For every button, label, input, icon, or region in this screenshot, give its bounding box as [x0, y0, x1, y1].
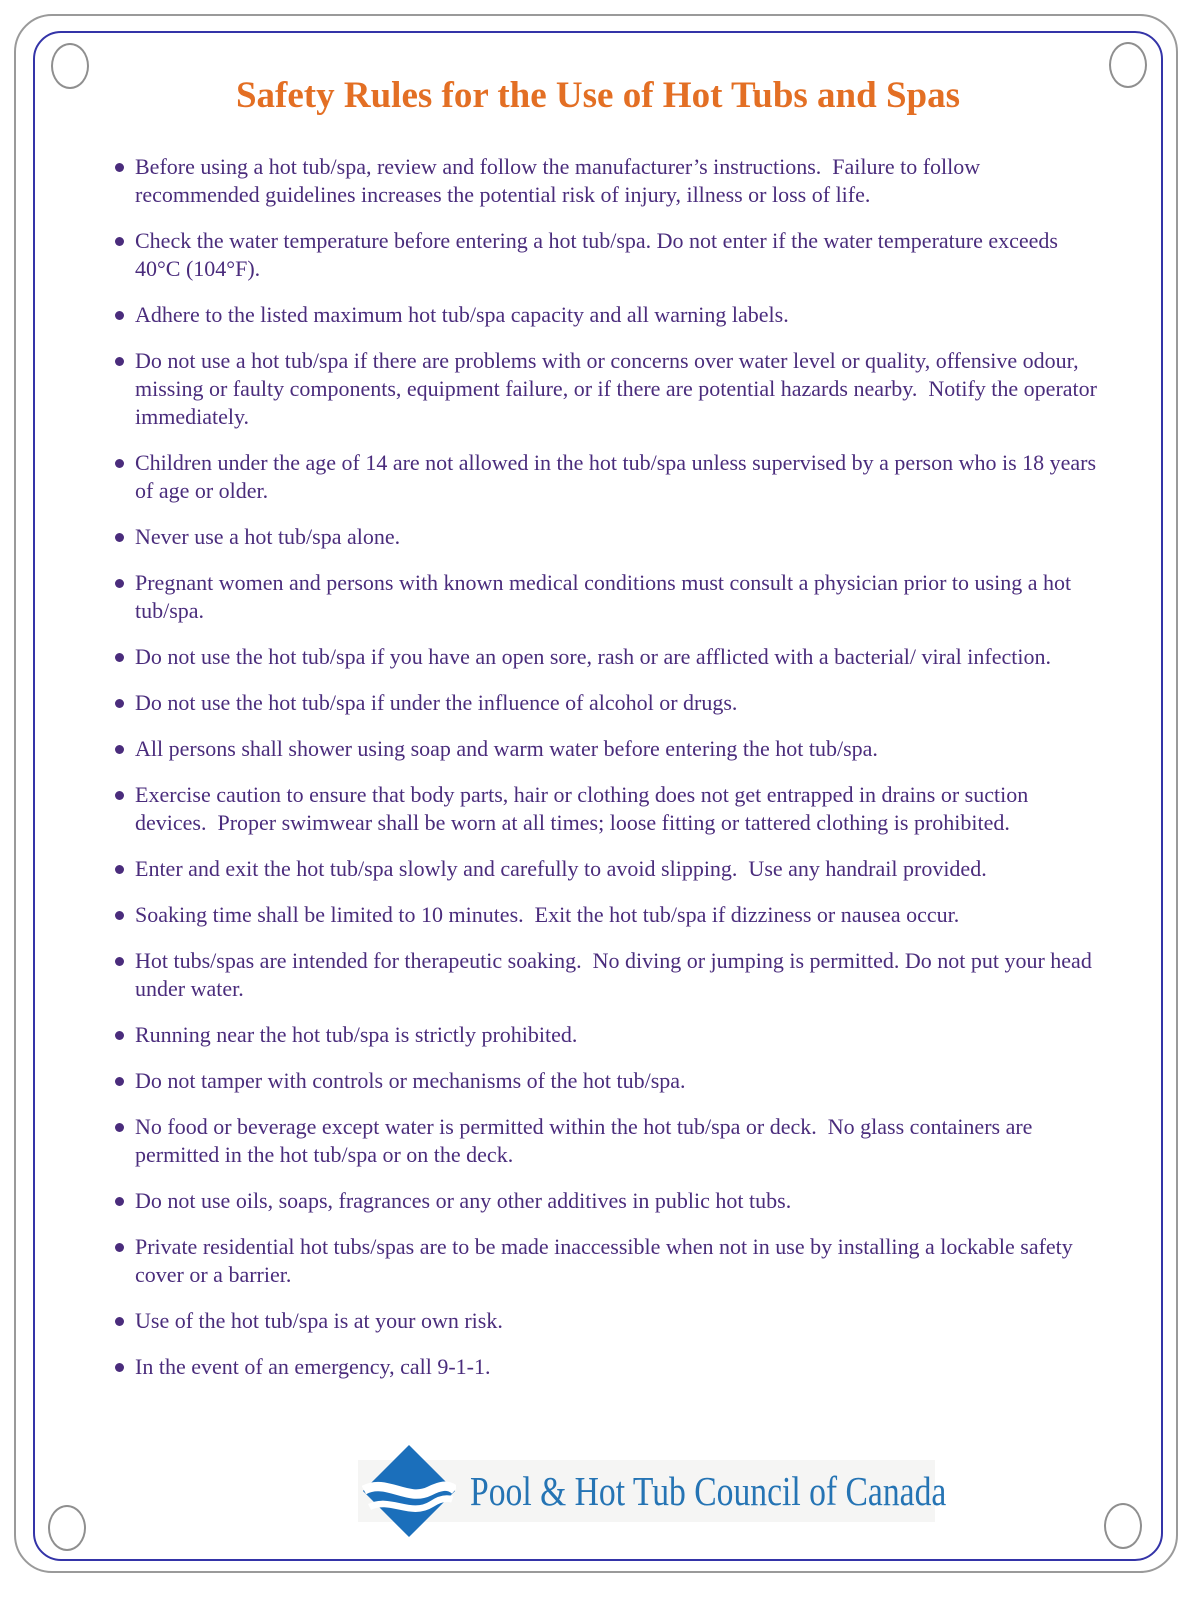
rule-text: Never use a hot tub/spa alone.: [135, 524, 401, 549]
rule-item: [115, 1353, 1103, 1381]
rule-text: No food or beverage except water is permitted within the hot tub/spa or deck. No glass containers are permitted in the hot tub/spa or on the deck.: [135, 1114, 1038, 1167]
rule-text: All persons shall shower using soap and warm water before entering the hot tub/spa.: [135, 736, 878, 761]
rule-item: [115, 643, 1103, 671]
sign-plate-outer: [14, 14, 1178, 1573]
bullet-icon: [115, 911, 124, 920]
rule-item: [115, 901, 1103, 929]
mounting-hole-bottom-left: [48, 1505, 86, 1551]
bullet-icon: [115, 1317, 124, 1326]
rule-text: Pregnant women and persons with known medical conditions must consult a physician prior to using a hot tub/spa.: [135, 570, 1077, 623]
bullet-icon: [115, 1077, 124, 1086]
bullet-icon: [115, 1197, 124, 1206]
bullet-icon: [115, 745, 124, 754]
rules-list: [115, 153, 1103, 1381]
rule-item: [115, 347, 1103, 431]
rule-text: Running near the hot tub/spa is strictly prohibited.: [135, 1022, 578, 1047]
rule-item: [115, 569, 1103, 625]
sign-plate-inner: [33, 31, 1163, 1561]
rule-text: Exercise caution to ensure that body parts, hair or clothing does not get entrapped in drains or suction devices. Proper swimwear shall be worn at all times; loose fitting or tattered clothing is prohibited.: [135, 782, 1034, 835]
mounting-hole-top-right: [1109, 42, 1147, 88]
bullet-icon: [115, 533, 124, 542]
bullet-icon: [115, 459, 124, 468]
bullet-icon: [115, 237, 124, 246]
rule-item: [115, 301, 1103, 329]
rule-text: Do not tamper with controls or mechanisms of the hot tub/spa.: [135, 1068, 686, 1093]
rule-text: Adhere to the listed maximum hot tub/spa capacity and all warning labels.: [135, 302, 789, 327]
rule-text: Hot tubs/spas are intended for therapeutic soaking. No diving or jumping is permitted. Do not put your head under water.: [135, 948, 1098, 1001]
bullet-icon: [115, 311, 124, 320]
logo-org-name: Pool & Hot Tub Council of Canada: [470, 1468, 947, 1514]
logo-banner: [358, 1460, 947, 1522]
rule-item: [115, 1187, 1103, 1215]
rule-item: [115, 947, 1103, 1003]
rule-item: [115, 1067, 1103, 1095]
rule-text: Before using a hot tub/spa, review and follow the manufacturer’s instructions. Failure to follow recommended guidelines increases the potential risk of injury, illness or loss of life.: [135, 154, 986, 207]
bullet-icon: [115, 865, 124, 874]
rule-item: [115, 1113, 1103, 1169]
rule-item: [115, 1233, 1103, 1289]
bullet-icon: [115, 163, 124, 172]
rule-text: Do not use the hot tub/spa if under the influence of alcohol or drugs.: [135, 690, 738, 715]
bullet-icon: [115, 357, 124, 366]
rule-text: Enter and exit the hot tub/spa slowly and carefully to avoid slipping. Use any handrail provided.: [135, 856, 987, 881]
rule-text: Use of the hot tub/spa is at your own risk.: [135, 1308, 503, 1333]
rule-item: [115, 855, 1103, 883]
mounting-hole-bottom-right: [1104, 1503, 1142, 1549]
bullet-icon: [115, 1243, 124, 1252]
bullet-icon: [115, 579, 124, 588]
rule-item: [115, 1307, 1103, 1335]
rule-item: [115, 523, 1103, 551]
rule-text: Do not use oils, soaps, fragrances or any other additives in public hot tubs.: [135, 1188, 792, 1213]
rule-item: [115, 153, 1103, 209]
rule-text: In the event of an emergency, call 9-1-1.: [135, 1354, 491, 1379]
bullet-icon: [115, 699, 124, 708]
bullet-icon: [115, 1363, 124, 1372]
rule-item: [115, 227, 1103, 283]
bullet-icon: [115, 653, 124, 662]
bullet-icon: [115, 957, 124, 966]
rule-text: Check the water temperature before entering a hot tub/spa. Do not enter if the water temperature exceeds 40°C (104°F).: [135, 228, 1064, 281]
rule-text: Private residential hot tubs/spas are to be made inaccessible when not in use by installing a lockable safety cover or a barrier.: [135, 1234, 1079, 1287]
rule-item: [115, 1021, 1103, 1049]
sign-title: Safety Rules for the Use of Hot Tubs and Spas: [235, 75, 961, 116]
rule-item: [115, 689, 1103, 717]
bullet-icon: [115, 1031, 124, 1040]
rule-item: [115, 735, 1103, 763]
mounting-hole-top-left: [51, 43, 89, 89]
bullet-icon: [115, 1123, 124, 1132]
bullet-icon: [115, 791, 124, 800]
rule-text: Soaking time shall be limited to 10 minutes. Exit the hot tub/spa if dizziness or nausea occur.: [135, 902, 960, 927]
rule-item: [115, 781, 1103, 837]
rule-text: Do not use the hot tub/spa if you have an open sore, rash or are afflicted with a bacterial/ viral infection.: [135, 644, 1051, 669]
diamond-waves-icon: [362, 1443, 456, 1539]
rule-item: [115, 449, 1103, 505]
rule-text: Children under the age of 14 are not allowed in the hot tub/spa unless supervised by a person who is 18 years of age or older.: [135, 450, 1102, 503]
rule-text: Do not use a hot tub/spa if there are problems with or concerns over water level or quality, offensive odour, missing or faulty components, equipment failure, or if there are potential hazards nearby. Notify the operator immediately.: [135, 348, 1103, 429]
